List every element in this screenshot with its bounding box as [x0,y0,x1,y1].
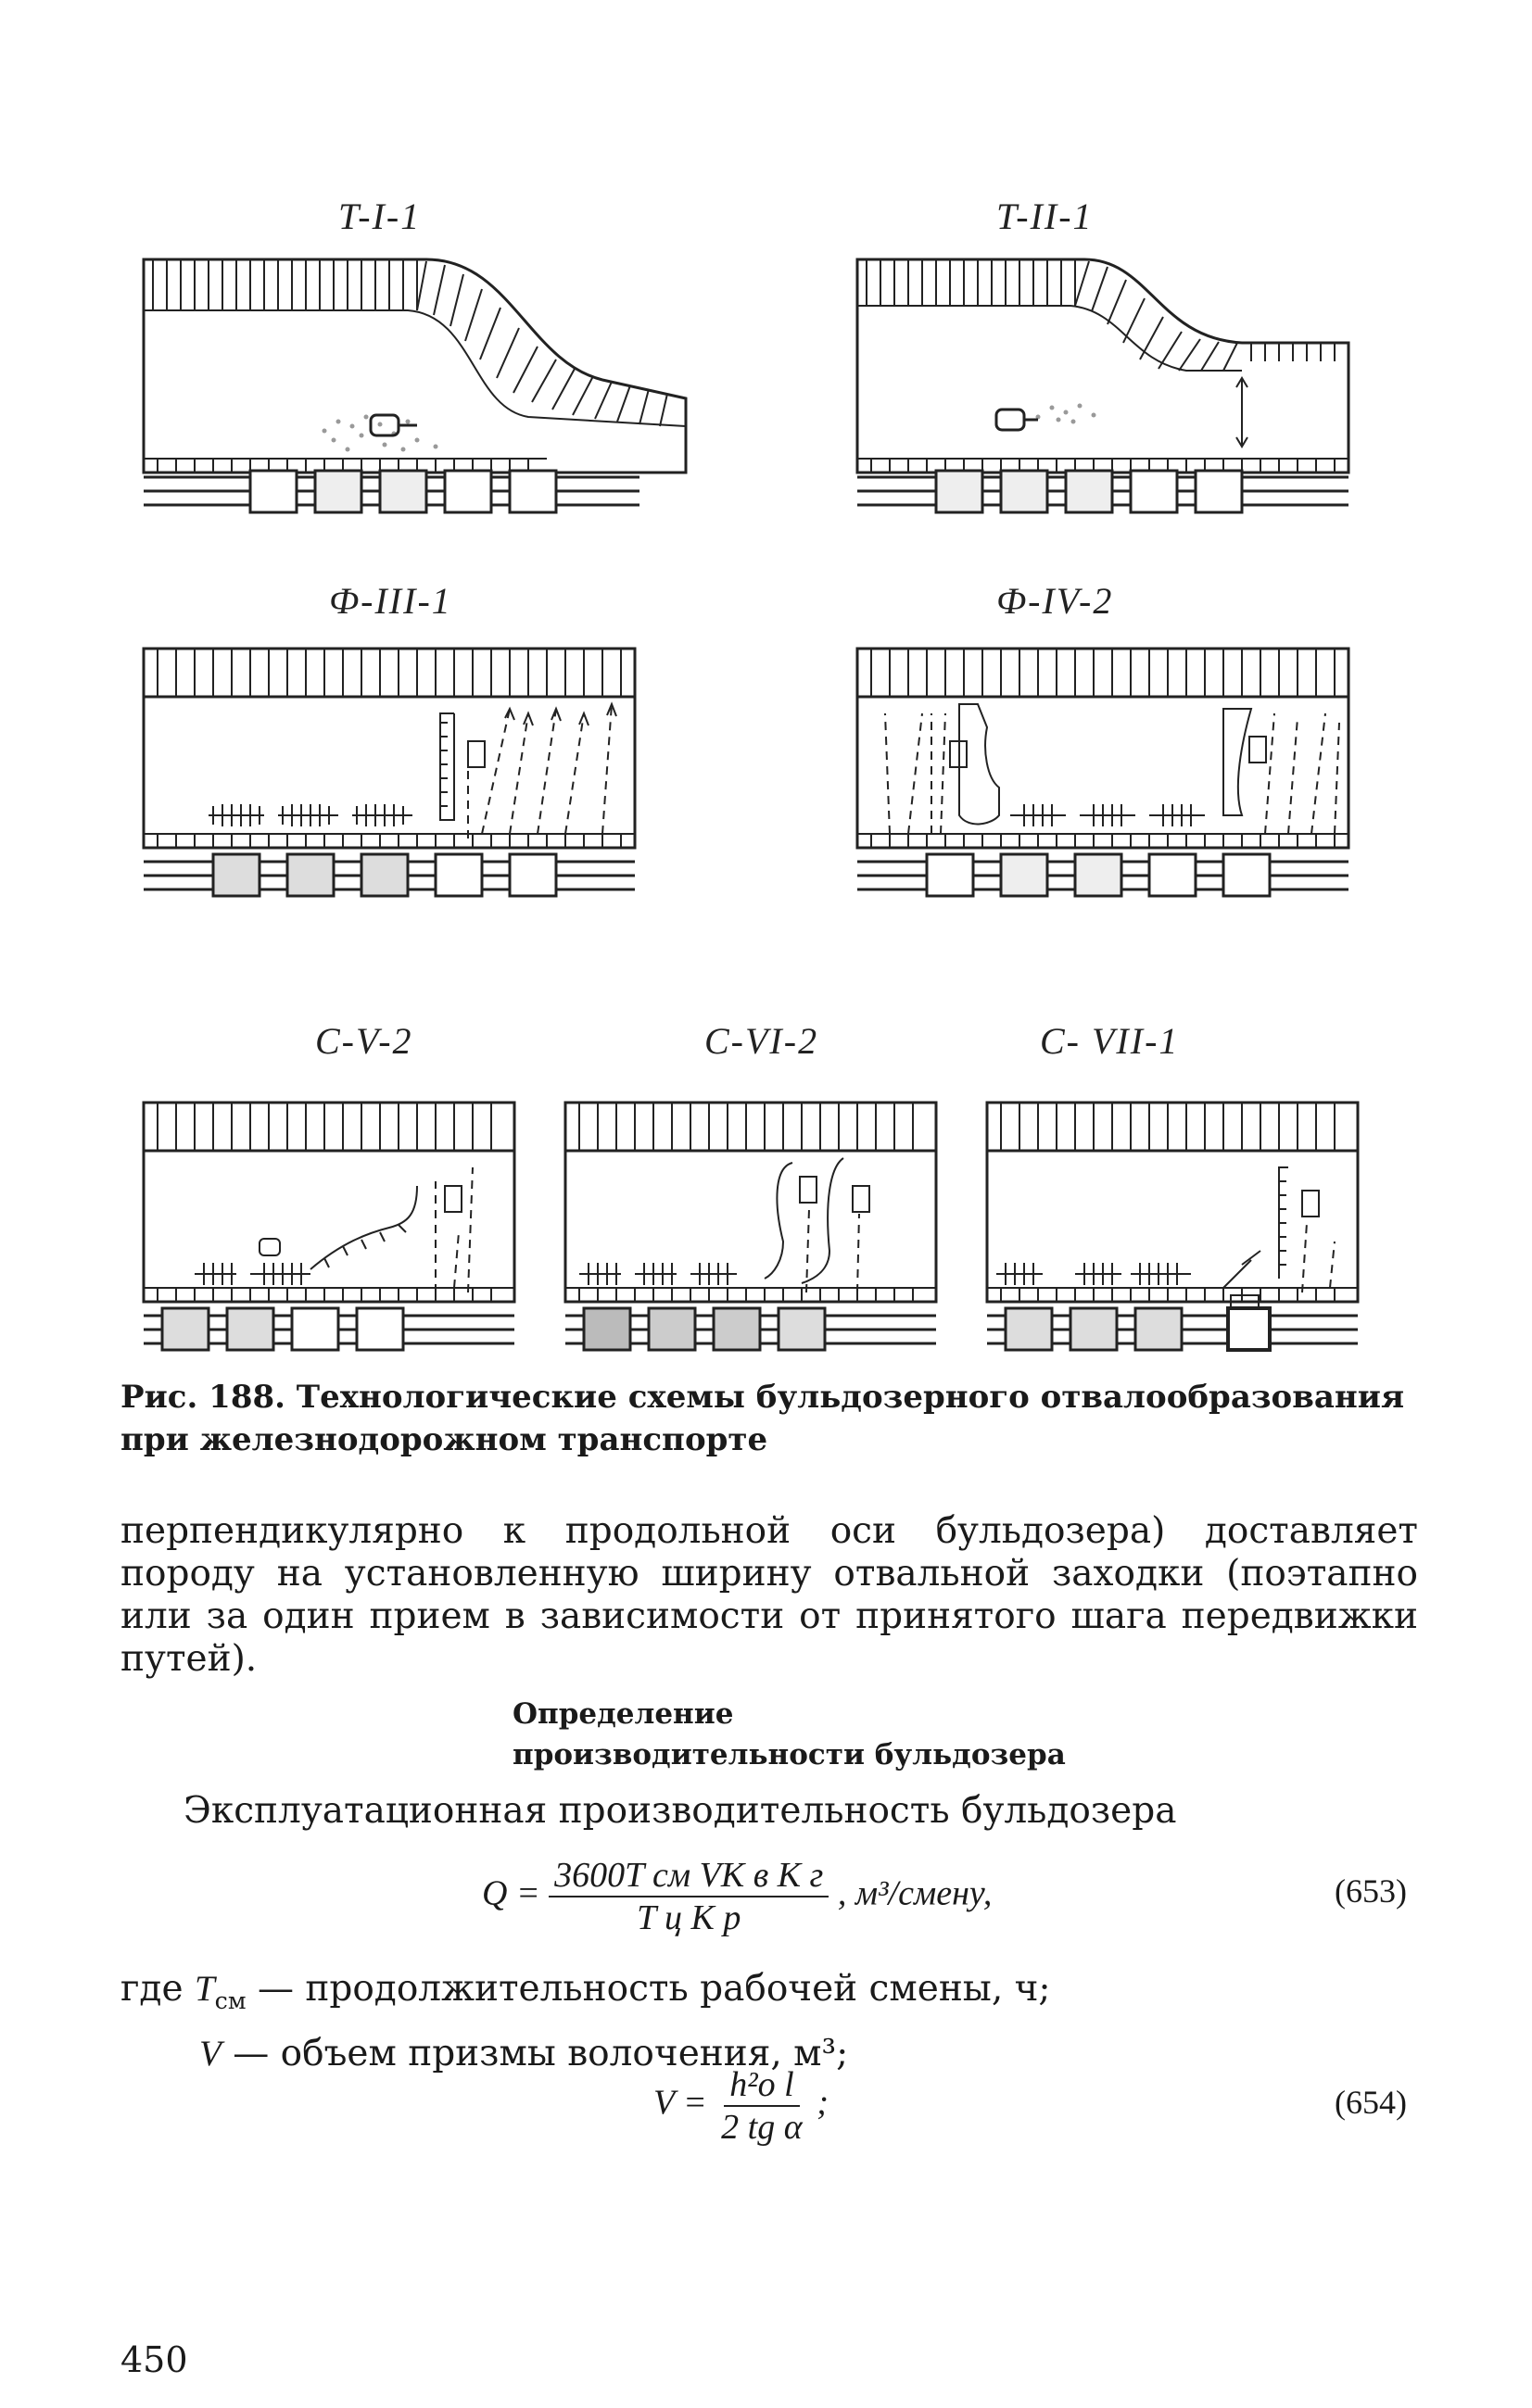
definition-text-1: — продолжительность рабочей смены, ч; [257,1968,1051,2010]
diagram-c-vi-2 [561,1093,941,1362]
diagram-label-c-v-2: C-V-2 [315,1020,413,1062]
diagram-c-v-2 [139,1093,519,1362]
body-paragraph: перпендикулярно к продольной оси бульдозера) доставляет породу на установленную ширину отвальной заходки (поэтапно или за один прием в зависимости от принятого шага передвижки путей). [120,1510,1418,1680]
definition-prefix: где [120,1968,184,2010]
formula-653-numerator: 3600T см VK в K г [549,1855,829,1897]
formula-653-units: , м³/смену, [837,1873,993,1913]
definition-text-2: — объем призмы волочения, м³; [233,2032,849,2074]
diagram-label-f-iv-2: Ф-IV-2 [996,580,1114,622]
diagram-t-ii-1 [853,250,1353,519]
definition-line-1 [120,1962,1051,2027]
diagram-label-c-vii-1: C- VII-1 [1040,1020,1180,1062]
equation-number-654: (654) [1335,2084,1407,2121]
diagram-c-vii-1 [982,1093,1362,1362]
formula-653-fraction [549,1855,829,1938]
figure-caption: Рис. 188. Технологические схемы бульдозерного отвалообразования при железнодорожном транспорте [120,1379,1405,1458]
formula-653 [482,1855,992,1938]
formula-654-denominator: 2 tg α [721,2108,803,2147]
formula-653-denominator: T ц K р [637,1898,741,1937]
formula-654 [653,2064,829,2148]
section-heading [513,1694,1066,1775]
diagram-f-iv-2 [853,639,1353,908]
section-heading-line-1: Определение [513,1697,734,1731]
intro-sentence: Эксплуатационная производительность бульдозера [184,1790,1177,1832]
diagram-label-f-iii-1: Ф-III-1 [329,580,452,622]
diagram-label-c-vi-2: C-VI-2 [704,1020,819,1062]
definition-symbol-t: T [194,1969,215,2009]
section-heading-line-2: производительности бульдозера [513,1738,1066,1771]
definition-line-2 [120,2027,1051,2081]
definition-symbol-v: V [199,2033,222,2074]
formula-654-numerator: h²о l [724,2064,799,2107]
equation-number-653: (653) [1335,1872,1407,1910]
formula-653-lhs: Q = [482,1873,540,1913]
formula-654-fraction [715,2064,808,2148]
formula-654-tail: ; [817,2083,829,2123]
page-number: 450 [120,2339,188,2380]
formula-654-lhs: V = [653,2083,707,2123]
diagram-t-i-1 [139,250,695,519]
diagram-label-t-ii-1: T-II-1 [996,195,1094,237]
definition-symbol-t-sub: см [214,1986,247,2014]
diagram-f-iii-1 [139,639,639,908]
diagram-label-t-i-1: T-I-1 [338,195,422,237]
definitions-block [120,1962,1051,2081]
